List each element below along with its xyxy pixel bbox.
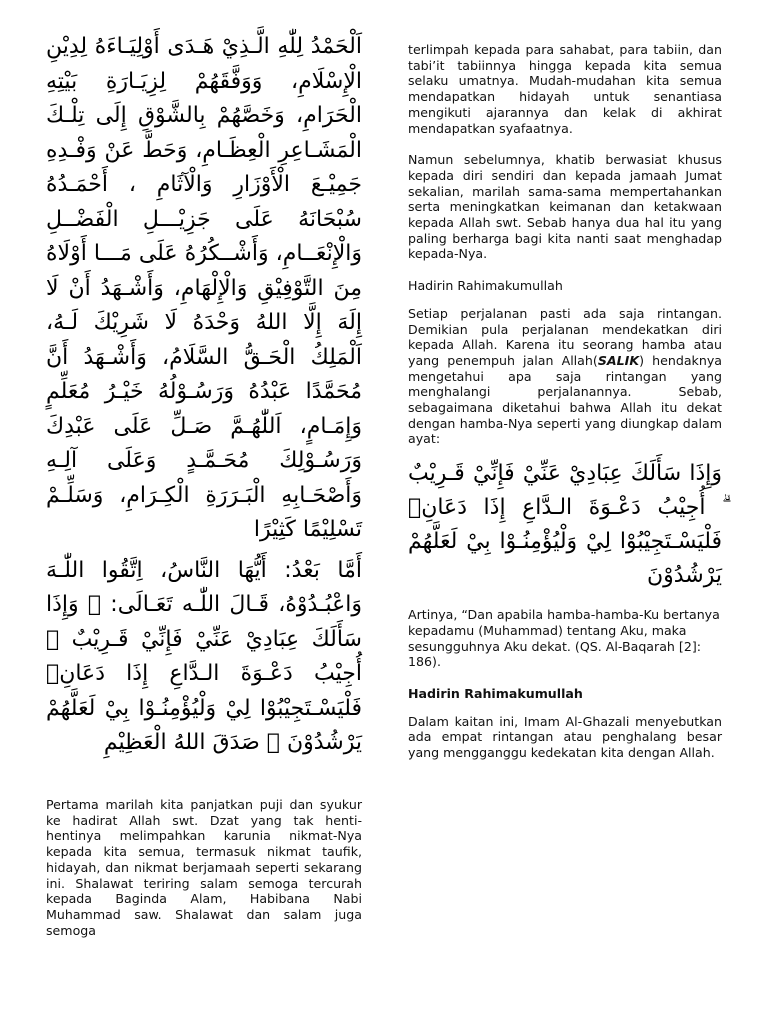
heading-hadirin-2: Hadirin Rahimakumullah	[408, 685, 583, 701]
paragraph-rintangan	[408, 306, 722, 447]
arabic-verse: وَإِذَا سَأَلَكَ عِبَادِيْ عَنِّيْ فَإِنِّيْ قَـرِيْبٌ ۗ أُجِيْبُ دَعْـوَةَ الـدَّاعِ إِذَا دَعَانِۙ فَلْيَسْـتَجِيْبُوْا لِيْ وَلْيُؤْمِنُـوْا بِيْ لَعَلَّهُمْ يَرْشُدُوْنَ	[408, 461, 722, 589]
paragraph-rintangan-part-1: Setiap perjalanan pasti ada saja rintangan. Demikian pula perjalanan mendekatkan diri kepada Allah. Karena itu seorang hamba atau yang penempuh jalan Allah(	[408, 305, 722, 368]
paragraph-wasiat: Namun sebelumnya, khatib berwasiat khusus kepada diri sendiri dan kepada jamaah Jumat sekalian, marilah sama-sama mempertahankan serta meningkatkan keimanan dan ketakwaan kepada Allah swt. Sebab hanya dua hal itu yang paling berharga bagi kita nanti saat menghadap kepada-Nya.	[408, 152, 722, 262]
opening-paragraph: Pertama marilah kita panjatkan puji dan syukur ke hadirat Allah swt. Dzat yang tak henti-hentinya melimpahkan karunia nikmat-Nya kepada kita semua, termasuk nikmat taufik, hidayah, dan nikmat berjamaah seperti sekarang ini. Shalawat teriring salam semoga tercurah kepada Baginda Alam, Habibana Nabi Muhammad saw. Shalawat dan salam juga semoga	[46, 797, 362, 938]
salik-term: SALIK	[597, 352, 640, 368]
heading-hadirin-1: Hadirin Rahimakumullah	[408, 278, 563, 294]
paragraph-continuation: terlimpah kepada para sahabat, para tabiin, dan tabi’it tabiinnya hingga kepada kita semua selaku umatnya. Mudah-mudahan kita semua mendapatkan hidayah untuk senantiasa mengikuti ajarannya dan kelak di akhirat mendapatkan syafaatnya.	[408, 42, 722, 136]
arabic-amma-text: أَمَّا بَعْدُ: أَيُّهَا النَّاسُ، اِتَّقُوا اللّٰـهَ وَاعْبُـدُوْهُ، قَـالَ اللّٰـه تَعَـالَى: ﴿ وَإِذَا سَأَلَكَ عِبَادِيْ عَنِّيْ فَإِنِّيْ قَـرِيْبٌ ۗ أُجِيْبُ دَعْـوَةَ الـدَّاعِ إِذَا دَعَانِۙ فَلْيَسْـتَجِيْبُوْا لِيْ وَلْيُؤْمِنُـوْا بِيْ لَعَلَّهُمْ يَرْشُدُوْنَ ﴾ صَدَقَ اللهُ الْعَظِيْمِ	[46, 557, 362, 755]
paragraph-ghazali: Dalam kaitan ini, Imam Al-Ghazali menyebutkan ada empat rintangan atau penghalang besar yang mengganggu kedekatan kita dengan Allah.	[408, 713, 722, 761]
verse-translation: Artinya, “Dan apabila hamba-hamba-Ku bertanya kepadamu (Muhammad) tentang Aku, maka sesungguhnya Aku dekat. (QS. Al-Baqarah [2]: 186).	[408, 607, 720, 670]
paragraph-rintangan-part-2: ) hendaknya mengetahui apa saja rintangan yang menghalangi perjalanannya. Sebab, sebagaimana diketahui bahwa Allah itu dekat dengan hamba-Nya seperti yang diungkap dalam ayat:	[408, 352, 722, 447]
left-column	[46, 30, 362, 1015]
right-column	[408, 42, 722, 1002]
arabic-opening-text: اَلْحَمْدُ لِلّٰهِ الَّـذِيْ هَـدَى أَوْلِيَـاءَهُ لِدِيْنِ الْإِسْلَامِ، وَوَفَّقَهُمْ لِزِيَـارَةِ بَيْتِهِ الْحَرَامِ، وَخَصَّهُمْ بِالشَّوْقِ إِلَى تِلْـكَ الْمَشَـاعِرِ الْعِظَـامِ، وَحَطَّ عَنْ وَفْـدِهِ جَمِيْـعَ الْأَوْزَارِ وَالْآثَامِ ، أَحْمَـدُهُ سُبْحَانَهُ عَلَى جَزِيْـــلِ الْفَضْــلِ وَالْإِنْعَــامِ، وَأَشْــكُرُهُ عَلَى مَـــا أَوْلَاهُ مِنَ التَّوْفِيْقِ وَالْإِلْهَامِ، وَأَشْـهَدُ أَنْ لَا إِلَهَ إِلَّا اللهُ وَحْدَهُ لَا شَرِيْكَ لَـهُ، اَلْمَلِكُ الْحَـقُّ السَّلَامُ، وَأَشْـهَدُ أَنَّ مُحَمَّدًا عَبْدُهُ وَرَسُـوْلُهُ خَيْـرُ مُعَلِّمٍ وَإِمَـامٍ، اَللّٰهُـمَّ صَـلِّ عَلَى عَبْدِكَ وَرَسُـوْلِكَ مُحَـمَّـدٍ وَعَلَى آلِـهِ وَأَصْحَـابِهِ الْبَـرَرَةِ الْكِـرَامِ، وَسَلِّـمْ تَسْلِيْمًا كَثِيْرًا	[46, 34, 362, 542]
